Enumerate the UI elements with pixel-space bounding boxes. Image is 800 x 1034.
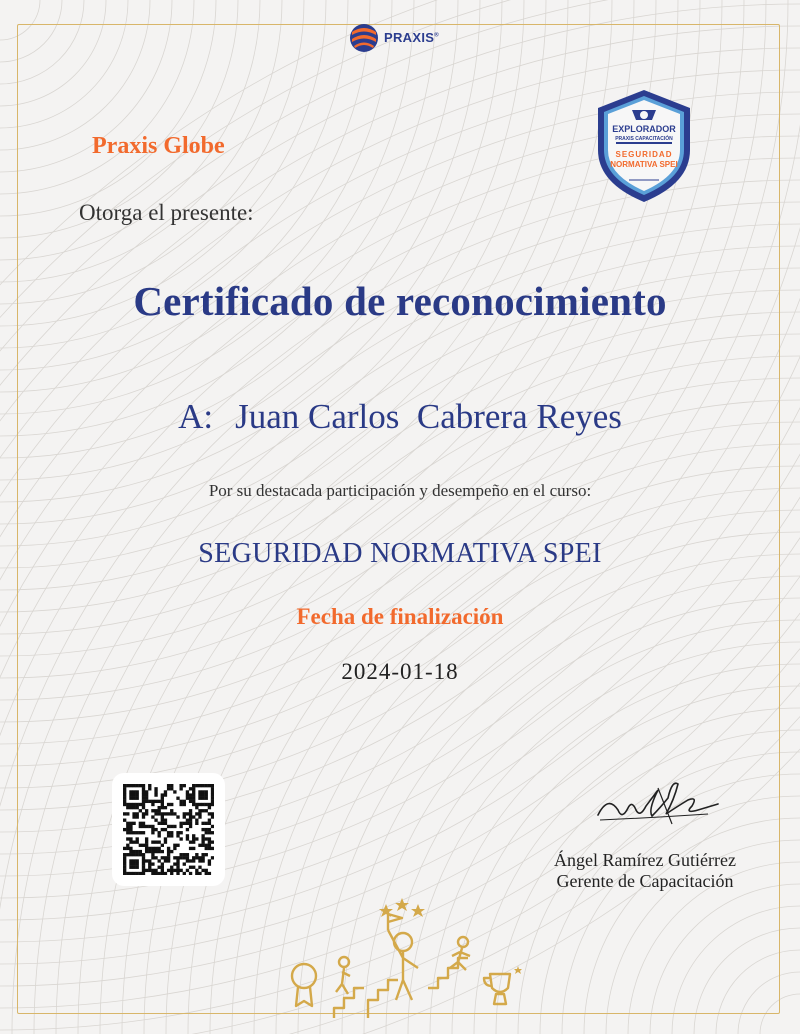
recipient-prefix: A: bbox=[178, 397, 214, 436]
signature-icon bbox=[588, 770, 728, 840]
completion-date-label: Fecha de finalización bbox=[296, 604, 504, 629]
badge-line-4: NORMATIVA SPEI bbox=[610, 160, 678, 169]
grant-text: Otorga el presente: bbox=[79, 200, 254, 225]
praxis-logo-icon bbox=[346, 18, 382, 56]
certificate-title: Certificado de reconocimiento bbox=[133, 278, 667, 324]
badge-line-3: SEGURIDAD bbox=[615, 150, 673, 159]
signer-name: Ángel Ramírez Gutiérrez bbox=[554, 850, 736, 870]
qr-code-card[interactable] bbox=[112, 773, 225, 886]
recipient-line bbox=[0, 397, 800, 437]
qr-code-icon bbox=[123, 784, 214, 875]
signer-role: Gerente de Capacitación bbox=[556, 871, 734, 891]
logo-wordmark: PRAXIS® bbox=[384, 30, 439, 45]
recipient-name: Juan Carlos Cabrera Reyes bbox=[235, 397, 622, 436]
course-name: SEGURIDAD NORMATIVA SPEI bbox=[198, 538, 602, 569]
achievement-stairs-icon bbox=[278, 890, 528, 1020]
badge-line-1: EXPLORADOR bbox=[612, 124, 676, 134]
completion-date: 2024-01-18 bbox=[341, 659, 459, 684]
organization-name: Praxis Globe bbox=[92, 133, 225, 159]
explorer-badge bbox=[594, 88, 694, 204]
signer-block bbox=[520, 850, 770, 892]
praxis-logo bbox=[346, 18, 456, 58]
medal-icon bbox=[292, 964, 316, 1006]
trophy-icon bbox=[484, 974, 510, 1004]
participation-text: Por su destacada participación y desempeño en el curso: bbox=[208, 481, 592, 500]
star-icon bbox=[379, 898, 522, 974]
badge-line-2: PRAXIS CAPACITACIÓN bbox=[615, 136, 673, 142]
explorer-badge-icon bbox=[594, 88, 694, 204]
